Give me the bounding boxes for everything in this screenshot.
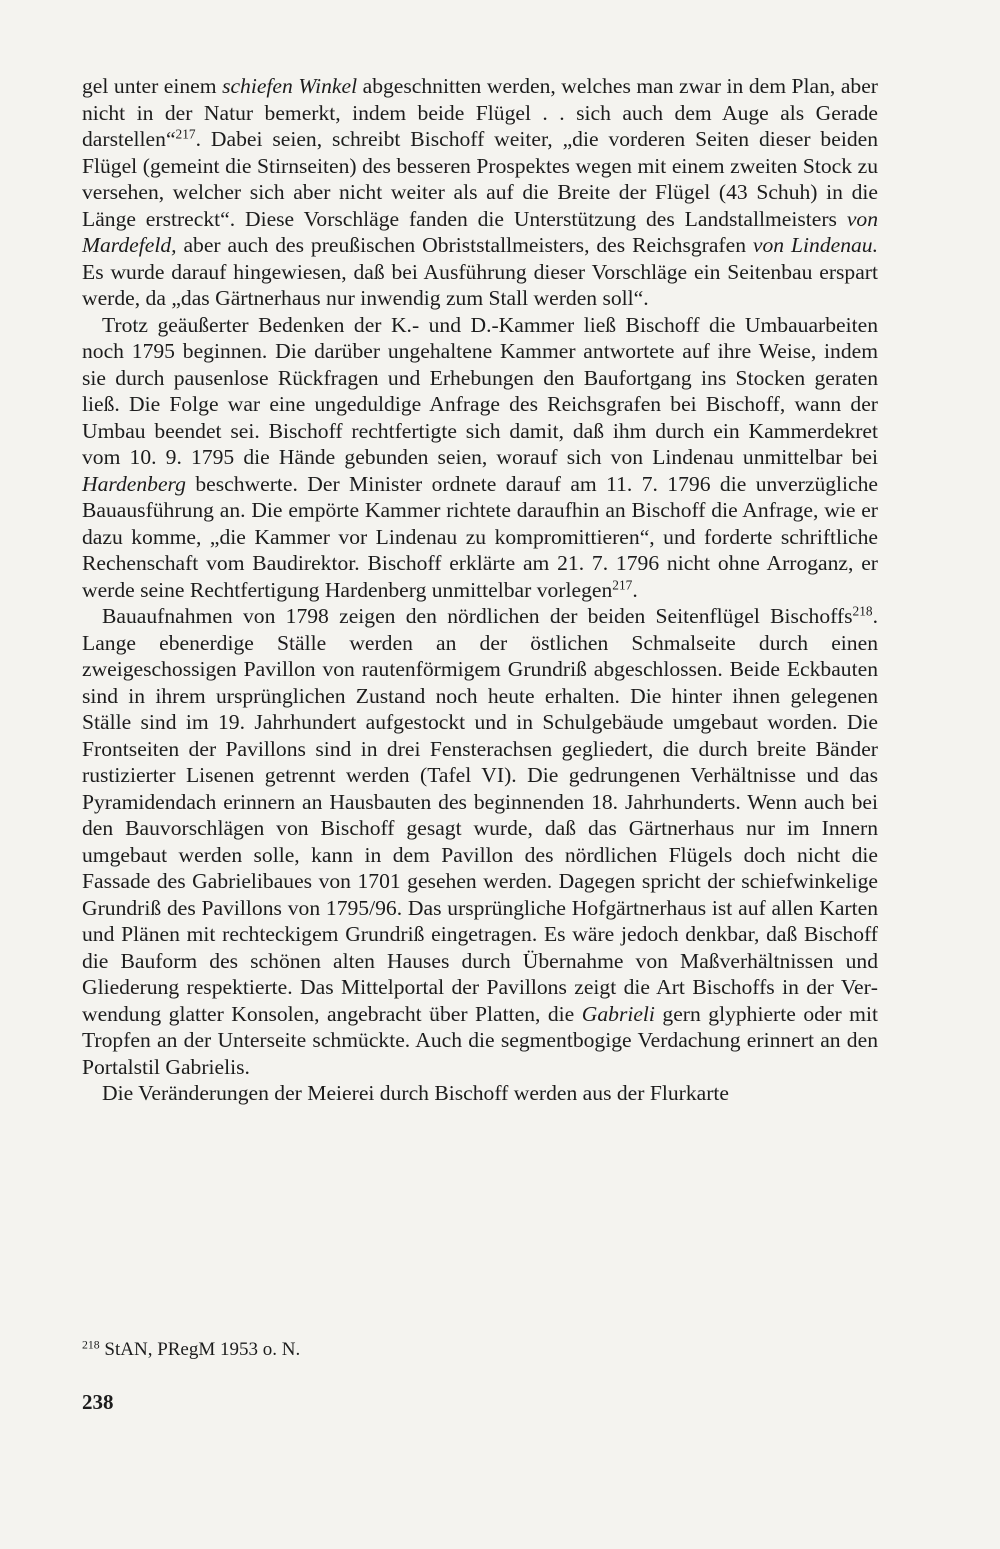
emphasized-text: von Lindenau. bbox=[752, 233, 878, 257]
footnote-text: StAN, PRegM 1953 o. N. bbox=[99, 1339, 301, 1360]
emphasized-text: Gabrieli bbox=[581, 1001, 655, 1026]
text-run: abgeschnitten werden, welches man zwar in dem Plan, aber nicht in der Natur bemerkt, indem beide Flügel . . sich auch dem Auge als Gerade darstellen“ bbox=[82, 74, 878, 151]
emphasized-text: schiefen Winkel bbox=[222, 74, 358, 98]
footnote-number: 218 bbox=[82, 1338, 100, 1352]
paragraph bbox=[82, 312, 878, 604]
footnote-reference: 218 bbox=[852, 603, 873, 619]
text-run: . Dabei seien, schreibt Bischoff weiter, „die vorderen Seiten dieser beiden Flügel (gemeint die Stirnseiten) des besseren Prospektes wegen mit einem zweiten Stock zu versehen, welcher sich aber nicht weiter als auf die Breite der Flügel (43 Schuh) in die Länge erstreckt“. Diese Vorschläge fanden die Unterstützung des Landstallmeisters bbox=[82, 127, 878, 231]
body-text bbox=[82, 73, 878, 1107]
text-run: . bbox=[632, 577, 638, 602]
footnote-reference: 217 bbox=[612, 577, 633, 593]
text-run: Trotz geäußerter Bedenken der K.- und D.-Kammer ließ Bischoff die Umbauarbeiten noch 1795 beginnen. Die darüber ungehaltene Kammer antwortete auf ihre Weise, indem sie durch pausenlose Rückfragen und Erhebungen den Baufortgang ins Stocken geraten ließ. Die Folge war eine ungeduldige Anfrage des Reichsgrafen bei Bischoff, wann der Umbau beendet sei. Bischoff rechtfertigte sich damit, daß ihm durch ein Kammerdekret vom 10. 9. 1795 die Hände gebunden seien, worauf sich von Lindenau unmittelbar bei bbox=[82, 312, 878, 469]
text-run: Es wurde darauf hingewiesen, daß bei Ausführung dieser Vorschläge ein Seitenbau erspart werde, da „das Gärtnerhaus nur inwendig zum Stall werden soll“. bbox=[82, 259, 878, 310]
paragraph bbox=[82, 603, 878, 1080]
text-run: Die Veränderungen der Meierei durch Bischoff werden aus der Flurkarte bbox=[102, 1081, 729, 1105]
page-number: 238 bbox=[82, 1390, 114, 1414]
text-run: beschwerte. Der Minister ordnete darauf am 11. 7. 1796 die unverzügliche Bauausführung an. Die empörte Kammer richtete daraufhin an Bischoff die Anfrage, wie er dazu komme, „die Kammer vor Lindenau zu kompromittieren“, und forderte schriftliche Rechenschaft vom Baudirektor. Bischoff erklärte am 21. 7. 1796 nicht ohne Arroganz, er werde seine Rechtfertigung Hardenberg unmittelbar vorlegen bbox=[82, 471, 878, 602]
footnote-reference: 217 bbox=[175, 126, 196, 142]
text-run: aber auch des preußischen Obriststallmeisters, des Reichsgrafen bbox=[176, 233, 753, 257]
text-run: gel unter einem bbox=[82, 74, 223, 98]
text-run: gern glyphierte oder mit Tropfen an der Unterseite schmückte. Auch die segmentbogige Verdachung erinnert an den Portalstil Gabrielis. bbox=[82, 1001, 878, 1079]
emphasized-text: Hardenberg bbox=[82, 471, 186, 496]
text-run: . Lange ebenerdige Ställe werden an der östlichen Schmalseite durch einen zweigeschossigen Pavillon von rautenförmigem Grundriß abgeschlossen. Beide Eckbauten sind in ihrem ursprünglichen Zustand noch heute erhalten. Die hinter ihnen gelegenen Ställe sind im 19. Jahrhundert aufgestockt und in Schulgebäude umgebaut worden. Die Frontseiten der Pavillons sind in drei Fensterachsen gegliedert, die durch breite Bänder rustizierter Lisenen getrennt werden (Tafel VI). Die gedrungenen Verhältnisse und das Pyramidendach erinnern an Hausbauten des beginnenden 18. Jahrhunderts. Wenn auch bei den Bauvorschlägen von Bischoff gesagt wurde, daß das Gärtnerhaus nur im Innern umgebaut werden solle, kann in dem Pavillon des nördlichen Flügels doch nicht die Fassade des Gabrielibaues von 1701 gesehen werden. Dagegen spricht der schiefwinkelige Grundriß des Pavillons von 1795/96. Das ursprüngliche Hofgärtnerhaus ist auf allen Karten und Plänen mit rechteckigem Grundriß eingetragen. Es wäre jedoch denkbar, daß Bischoff die Bauform des schönen alten Hauses durch Übernahme von Maßverhältnissen und Gliederung respektierte. Das Mittelportal der Pavillons zeigt die Art Bischoffs in der Verwendung glatter Konsolen, angebracht über Platten, die bbox=[82, 604, 878, 1026]
emphasized-text: von Mardefeld, bbox=[82, 206, 878, 257]
paragraph bbox=[82, 1080, 878, 1107]
footnote bbox=[82, 1338, 300, 1362]
paragraph bbox=[82, 73, 878, 312]
text-run: Bauaufnahmen von 1798 zeigen den nördlichen der beiden Seitenflügel Bischoffs bbox=[102, 604, 853, 628]
